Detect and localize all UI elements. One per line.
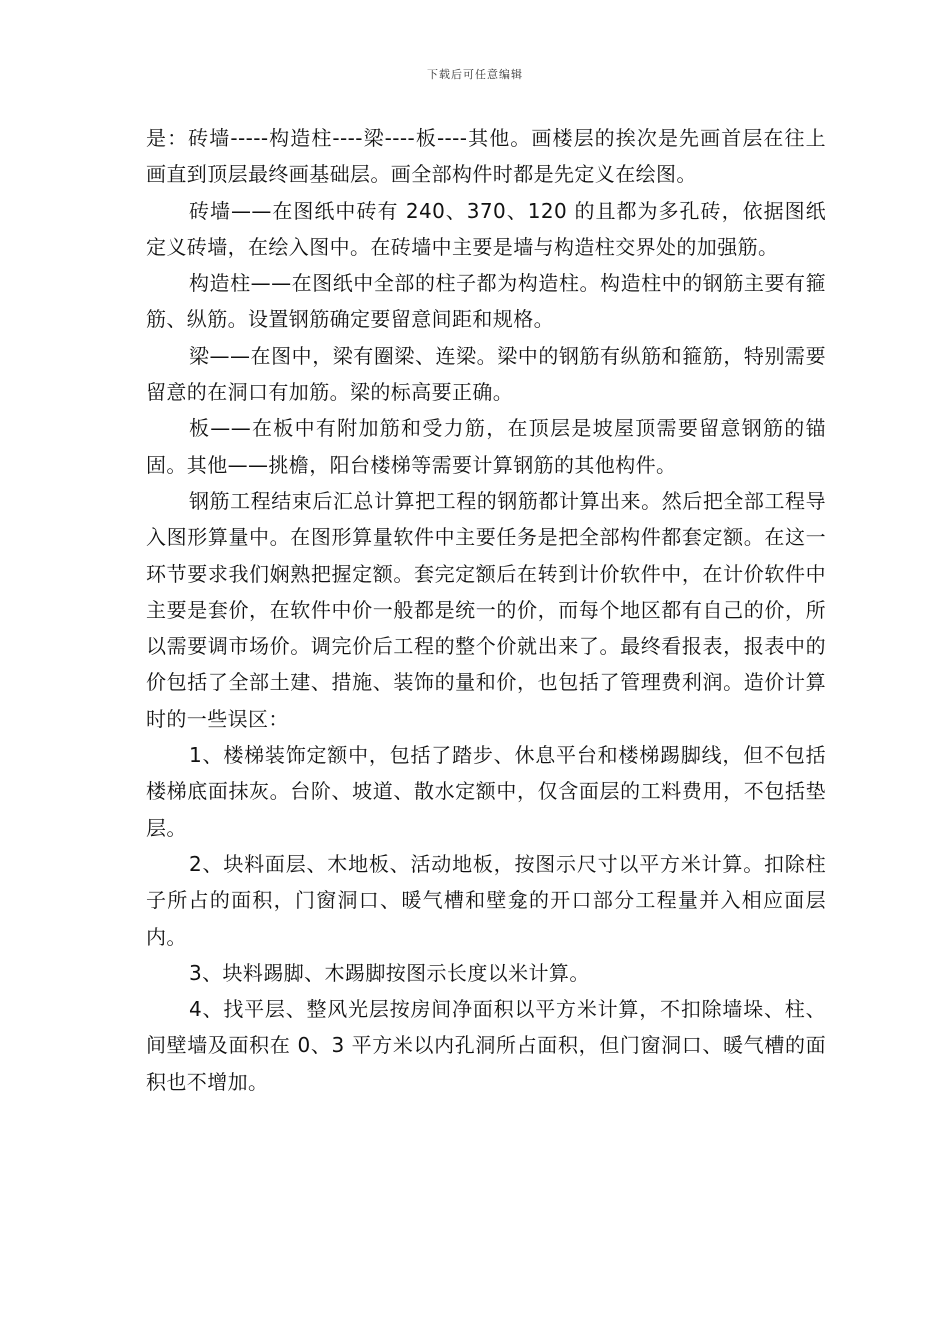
document-body bbox=[146, 120, 826, 1100]
paragraph: 1、楼梯装饰定额中，包括了踏步、休息平台和楼梯踢脚线，但不包括楼梯底面抹灰。台阶、坡道、散水定额中，仅含面层的工料费用，不包括垫层。 bbox=[146, 743, 826, 840]
paragraph: 3、块料踢脚、木踢脚按图示长度以米计算。 bbox=[189, 960, 590, 985]
paragraph: 钢筋工程结束后汇总计算把工程的钢筋都计算出来。然后把全部工程导入图形算量中。在图形算量软件中主要任务是把全部构件都套定额。在这一环节要求我们娴熟把握定额。套完定额后在转到计价软件中，在计价软件中主要是套价，在软件中价一般都是统一的价，而每个地区都有自己的价，所以需要调市场价。调完价后工程的整个价就出来了。最终看报表，报表中的价包括了全部土建、措施、装饰的量和价，也包括了管理费利润。造价计算时的一些误区： bbox=[146, 488, 826, 731]
page-header: 下载后可任意编辑 bbox=[427, 68, 523, 81]
paragraph: 板——在板中有附加筋和受力筋，在顶层是坡屋顶需要留意钢筋的锚固。其他——挑檐，阳台楼梯等需要计算钢筋的其他构件。 bbox=[146, 416, 826, 477]
paragraph: 砖墙——在图纸中砖有 240、370、120 的且都为多孔砖，依据图纸定义砖墙，在绘入图中。在砖墙中主要是墙与构造柱交界处的加强筋。 bbox=[146, 198, 826, 259]
paragraph: 构造柱——在图纸中全部的柱子都为构造柱。构造柱中的钢筋主要有箍筋、纵筋。设置钢筋确定要留意间距和规格。 bbox=[146, 271, 826, 332]
paragraph: 梁——在图中，梁有圈梁、连梁。梁中的钢筋有纵筋和箍筋，特别需要留意的在洞口有加筋。梁的标高要正确。 bbox=[146, 343, 826, 405]
paragraph: 2、块料面层、木地板、活动地板，按图示尺寸以平方米计算。扣除柱子所占的面积，门窗洞口、暖气槽和壁龛的开口部分工程量并入相应面层内。 bbox=[146, 851, 826, 949]
paragraph: 4、找平层、整风光层按房间净面积以平方米计算，不扣除墙垛、柱、间壁墙及面积在 0、3 平方米以内孔洞所占面积，但门窗洞口、暖气槽的面积也不增加。 bbox=[146, 997, 826, 1094]
paragraph: 是：砖墙-----构造柱----梁----板----其他。画楼层的挨次是先画首层在往上画直到顶层最终画基础层。画全部构件时都是先定义在绘图。 bbox=[146, 126, 826, 187]
